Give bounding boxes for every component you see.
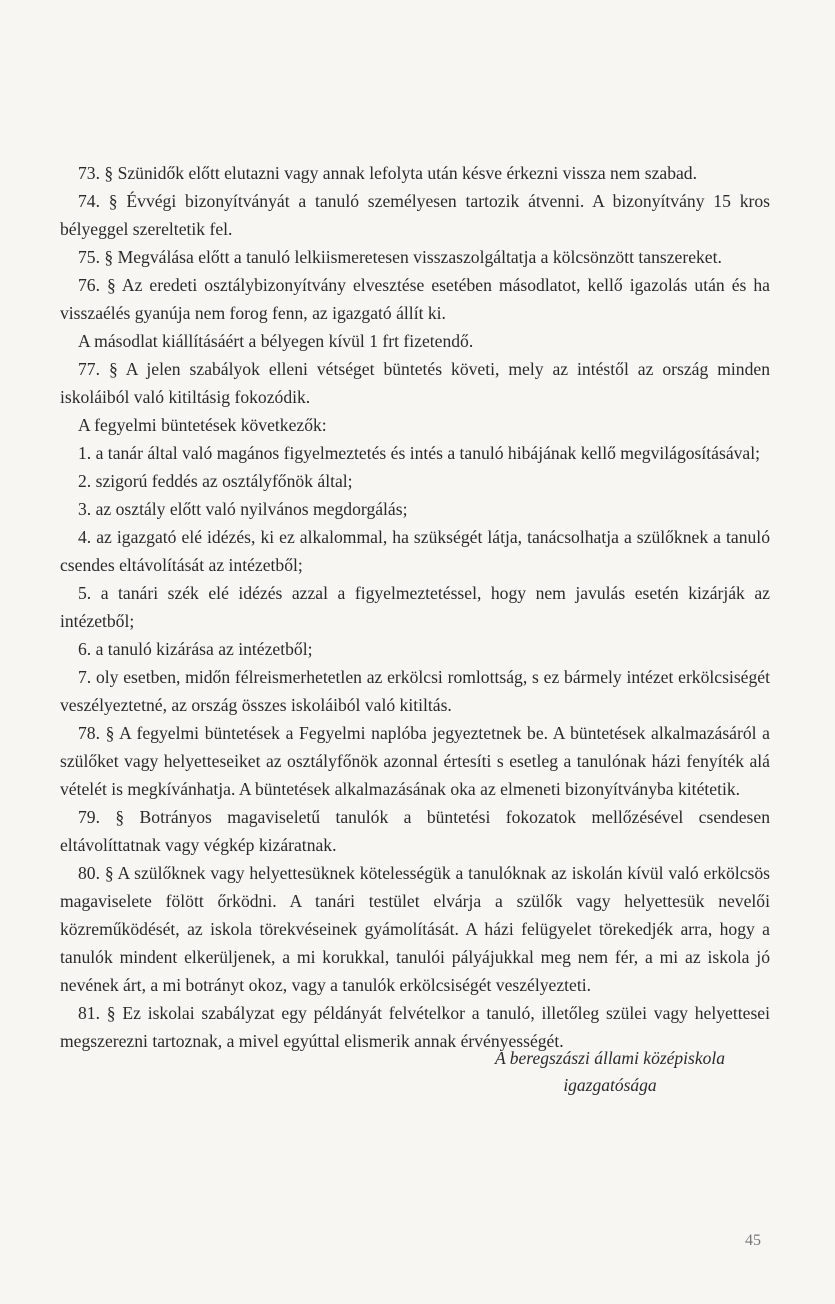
signature-office: igazgatósága [563, 1075, 657, 1095]
paragraph-75: 75. § Megválása előtt a tanuló lelkiismeretesen visszaszolgáltatja a kölcsönzött tanszereket. [78, 247, 722, 267]
paragraph-78: 78. § A fegyelmi büntetések a Fegyelmi naplóba jegyeztetnek be. A büntetések alkalmazásáról a szülőket vagy helyetteseiket az osztályfőnök azonnal értesíti s esetleg a tanulónak házi fenyíték alá vételét is megkívánhatja. A büntetések alkalmazásának oka az elmeneti bizonyítványba kitétetik. [60, 723, 770, 799]
signature-institution: A beregszászi állami középiskola [495, 1048, 725, 1068]
punishment-item-2: 2. szigorú feddés az osztályfőnök által; [78, 471, 353, 491]
punishment-item-4: 4. az igazgató elé idézés, ki ez alkalommal, ha szükségét látja, tanácsolhatja a szülőknek a tanuló csendes eltávolítását az intézetből; [60, 527, 770, 575]
paragraph-73: 73. § Szünidők előtt elutazni vagy annak lefolyta után késve érkezni vissza nem szabad. [78, 163, 698, 183]
punishment-item-3: 3. az osztály előtt való nyilvános megdorgálás; [78, 499, 408, 519]
signature-block [440, 1045, 780, 1099]
punishments-heading: A fegyelmi büntetések következők: [78, 415, 327, 435]
paragraph-79: 79. § Botrányos magaviseletű tanulók a büntetési fokozatok mellőzésével csendesen eltávolíttatnak vagy végkép kizáratnak. [60, 807, 770, 855]
paragraph-74: 74. § Évvégi bizonyítványát a tanuló személyesen tartozik átvenni. A bizonyítvány 15 kros bélyeggel szereltetik fel. [60, 191, 770, 239]
paragraph-80: 80. § A szülőknek vagy helyettesüknek kötelességük a tanulóknak az iskolán kívül való erkölcsös magaviselete fölött őrködni. A tanári testület elvárja a szülők vagy helyettesük nevelői közreműködését, az iskola törekvéseinek gyámolítását. A házi felügyelet törekedjék arra, hogy a tanulók mindent elkerüljenek, a mi korukkal, tanulói pályájukkal meg nem fér, a mi az iskola jó nevének árt, a mi botrányt okoz, vagy a tanulók erkölcsiségét veszélyezteti. [60, 863, 770, 995]
paragraph-76-fee: A másodlat kiállításáért a bélyegen kívül 1 frt fizetendő. [78, 331, 474, 351]
paragraph-77: 77. § A jelen szabályok elleni vétséget büntetés követi, mely az intéstől az ország minden iskoláiból való kitiltásig fokozódik. [60, 359, 770, 407]
punishment-item-5: 5. a tanári szék elé idézés azzal a figyelmeztetéssel, hogy nem javulás esetén kizárják az intézetből; [60, 583, 770, 631]
regulation-text [60, 159, 770, 1055]
punishment-item-6: 6. a tanuló kizárása az intézetből; [78, 639, 313, 659]
paragraph-81: 81. § Ez iskolai szabályzat egy példányát felvételkor a tanuló, illetőleg szülei vagy helyettesei megszerezni tartoznak, a mivel egyúttal elismerik annak érvényességét. [60, 1003, 770, 1051]
punishment-item-7: 7. oly esetben, midőn félreismerhetetlen az erkölcsi romlottság, s ez bármely intézet erkölcsiségét veszélyeztetné, az ország összes iskoláiból való kitiltás. [60, 667, 770, 715]
punishment-item-1: 1. a tanár által való magános figyelmeztetés és intés a tanuló hibájának kellő megvilágosításával; [78, 443, 761, 463]
page-number: 45 [745, 1232, 761, 1249]
paragraph-76: 76. § Az eredeti osztálybizonyítvány elvesztése esetében másodlatot, kellő igazolás után és ha visszaélés gyanúja nem forog fenn, az igazgató állít ki. [60, 275, 770, 323]
